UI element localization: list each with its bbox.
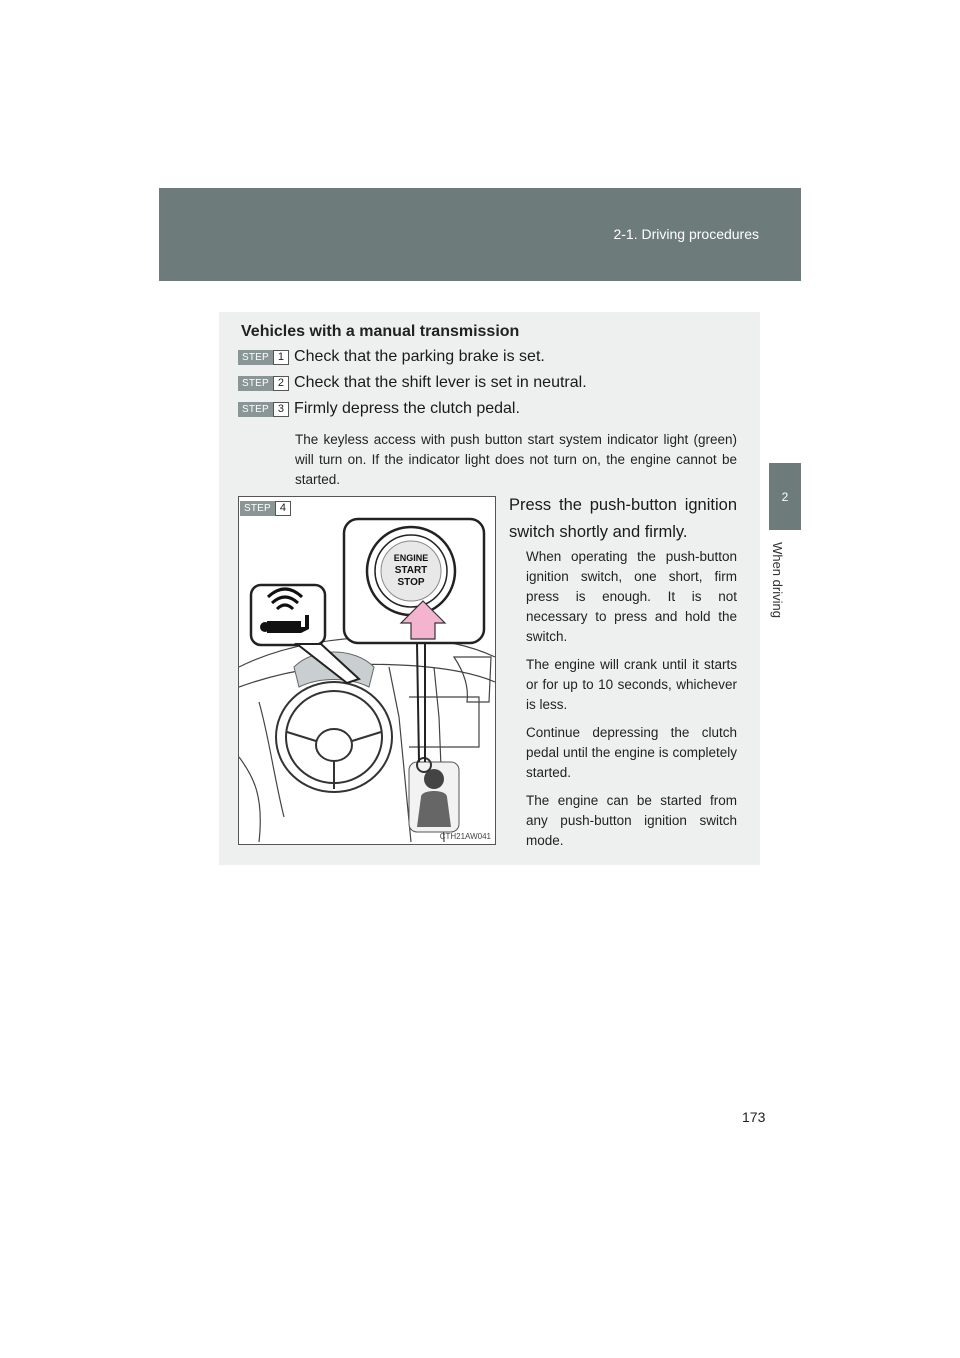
step-text: Firmly depress the clutch pedal. [294, 400, 520, 417]
figure-code: CTH21AW041 [439, 832, 491, 841]
chapter-tab [769, 463, 801, 530]
step-4-note: The engine can be started from any push-button ignition switch mode. [526, 793, 737, 848]
page-number: 173 [742, 1109, 766, 1125]
step-4-note: The engine will crank until it starts or for up to 10 seconds, whichever is less. [526, 657, 737, 712]
step-4-title: Press the push-button ignition switch shortly and firmly. [509, 496, 737, 541]
button-pointer [417, 643, 419, 762]
section-title: 2-1. Driving procedures [613, 226, 759, 242]
step-badge [238, 402, 289, 417]
step-number: 3 [273, 402, 289, 417]
step-4-notes [526, 547, 737, 859]
step-number: 4 [275, 501, 291, 516]
button-line-start: START [394, 565, 428, 576]
step-4-note: When operating the push-button ignition switch, one short, firm press is enough. It is not necessary to press and hold the switch. [526, 549, 737, 644]
step-2 [238, 374, 587, 392]
shift-lever [409, 758, 459, 832]
step-badge [238, 350, 289, 365]
step-number: 2 [273, 376, 289, 391]
step-1 [238, 348, 545, 366]
dashboard-drawing [239, 497, 495, 844]
indicator-note: The keyless access with push button start system indicator light (green) will turn on. If the indicator light does not turn on, the engine cannot be started. [295, 432, 737, 487]
chapter-number: 2 [781, 489, 789, 504]
step-word: STEP [240, 501, 275, 516]
section-heading: Vehicles with a manual transmission [241, 323, 520, 340]
step-text: Check that the parking brake is set. [294, 348, 545, 365]
step-number: 1 [273, 350, 289, 365]
step-4-note: Continue depressing the clutch pedal until the engine is completely started. [526, 725, 737, 780]
step-word: STEP [238, 376, 273, 391]
dashboard-illustration [238, 496, 496, 845]
content-box [219, 312, 760, 865]
chapter-label: When driving [770, 542, 785, 618]
button-line-stop: STOP [397, 577, 425, 588]
steering-wheel [276, 682, 392, 792]
step-text: Check that the shift lever is set in neutral. [294, 374, 587, 391]
indicator-callout [251, 585, 325, 645]
step-badge [238, 376, 289, 391]
step-word: STEP [238, 350, 273, 365]
button-line-engine: ENGINE [393, 553, 429, 563]
header-band [159, 188, 801, 281]
step-3 [238, 400, 520, 418]
step-word: STEP [238, 402, 273, 417]
